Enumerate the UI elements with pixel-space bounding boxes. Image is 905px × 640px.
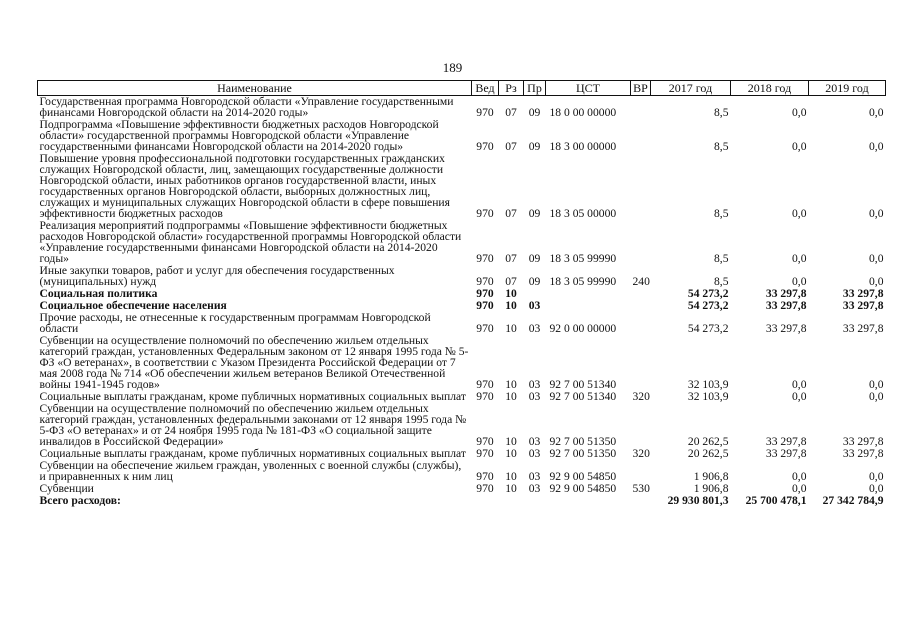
- budget-table: [37, 80, 886, 507]
- row-name: Повышение уровня профессиональной подготовки государственных гражданских служащих Новгородской области, лиц, замещающих государственные должности Новгородской области, иных работников органов государственной власти, иных государственных органов Новгородской области, выборных должностных лиц, служащих и муниципальных служащих Новгородской области в сфере повышения эффективности бюджетных расходов: [39, 152, 450, 220]
- row-pr: 03: [528, 322, 541, 335]
- row-2019: 0,0: [869, 275, 884, 288]
- header-name: Наименование: [38, 81, 472, 96]
- row-2017: 54 273,2: [687, 322, 729, 335]
- header-rz: Рз: [499, 81, 524, 96]
- row-name: Социальное обеспечение населения: [39, 299, 227, 312]
- row-2018: 33 297,8: [765, 435, 807, 448]
- row-vr: [631, 153, 651, 220]
- row-vr: 240: [632, 275, 650, 288]
- row-2017: 54 273,2: [687, 287, 729, 300]
- row-vr: [631, 312, 651, 335]
- row-2017: 8,5: [714, 275, 729, 288]
- table-row: [38, 153, 886, 220]
- row-rz: 10: [505, 435, 517, 448]
- row-vr: [631, 220, 651, 265]
- row-cst: 92 7 00 51350: [549, 447, 617, 460]
- row-2018: 0,0: [792, 390, 807, 403]
- row-2018: 0,0: [792, 275, 807, 288]
- row-ved: 970: [476, 275, 494, 288]
- row-cst: 18 3 05 00000: [549, 207, 617, 220]
- row-ved: 970: [476, 378, 494, 391]
- row-cst: [546, 300, 631, 312]
- row-2019: 0,0: [869, 140, 884, 153]
- row-cst: 92 7 00 51350: [549, 435, 617, 448]
- row-2017: 32 103,9: [687, 378, 729, 391]
- row-2018: 0,0: [792, 482, 807, 495]
- row-cst: 18 0 00 00000: [549, 106, 617, 119]
- row-2019: 0,0: [869, 207, 884, 220]
- row-ved: 970: [476, 252, 494, 265]
- row-vr: 530: [632, 482, 650, 495]
- row-2017: 8,5: [714, 106, 729, 119]
- table-row: [38, 335, 886, 391]
- row-vr: [631, 335, 651, 391]
- row-pr: 09: [528, 252, 541, 265]
- table-row: [38, 495, 886, 507]
- row-cst: 18 3 00 00000: [549, 140, 617, 153]
- row-rz: 10: [505, 470, 517, 483]
- row-cst: 92 9 00 54850: [549, 470, 617, 483]
- row-rz: 07: [505, 140, 517, 153]
- row-ved: 970: [476, 482, 494, 495]
- row-name: Социальные выплаты гражданам, кроме публичных нормативных социальных выплат: [39, 447, 466, 460]
- row-pr: 03: [528, 435, 541, 448]
- row-vr: [631, 300, 651, 312]
- table-header-row: [38, 81, 886, 96]
- row-name: Субвенции: [39, 482, 94, 495]
- row-vr: [631, 460, 651, 483]
- header-2019: 2019 год: [809, 81, 886, 96]
- row-pr: 03: [528, 299, 541, 312]
- row-name: Субвенции на обеспечение жильем граждан, уволенных с военной службы (службы), и приравненных к ним лиц: [39, 459, 462, 483]
- table-row: [38, 265, 886, 288]
- row-pr: 03: [528, 482, 541, 495]
- row-rz: [499, 495, 524, 507]
- header-pr: Пр: [524, 81, 546, 96]
- row-pr: 03: [528, 390, 541, 403]
- row-pr: 09: [528, 275, 541, 288]
- row-vr: [631, 119, 651, 153]
- row-ved: 970: [476, 435, 494, 448]
- header-cst: ЦСТ: [546, 81, 631, 96]
- row-2019: 0,0: [869, 470, 884, 483]
- row-cst: 92 7 00 51340: [549, 378, 617, 391]
- row-2018: 0,0: [792, 106, 807, 119]
- row-rz: 10: [505, 287, 517, 300]
- row-pr: 03: [528, 470, 541, 483]
- row-name: Иные закупки товаров, работ и услуг для обеспечения государственных (муниципальных) нужд: [39, 264, 395, 288]
- row-pr: [524, 495, 546, 507]
- row-cst: [546, 495, 631, 507]
- row-name: Государственная программа Новгородской области «Управление государственными финансами Новгородской области на 2014-2020 годы»: [39, 95, 454, 119]
- row-rz: 10: [505, 390, 517, 403]
- row-2017: 20 262,5: [687, 435, 729, 448]
- row-2019: 27 342 784,9: [822, 494, 884, 507]
- row-name: Социальная политика: [39, 287, 158, 300]
- row-2018: 33 297,8: [765, 322, 807, 335]
- row-cst: 18 3 05 99990: [549, 252, 617, 265]
- row-ved: 970: [476, 470, 494, 483]
- row-vr: 320: [632, 390, 650, 403]
- row-2018: 0,0: [792, 470, 807, 483]
- page-number: 189: [442, 60, 463, 75]
- table-row: [38, 312, 886, 335]
- row-ved: 970: [476, 140, 494, 153]
- row-2018: 0,0: [792, 207, 807, 220]
- row-2018: 33 297,8: [765, 447, 807, 460]
- row-2018: 0,0: [792, 378, 807, 391]
- row-rz: 10: [505, 447, 517, 460]
- row-name: Прочие расходы, не отнесенные к государственным программам Новгородской области: [39, 311, 431, 335]
- row-2019: 0,0: [869, 378, 884, 391]
- row-rz: 07: [505, 252, 517, 265]
- row-2017: 8,5: [714, 207, 729, 220]
- row-2019: 33 297,8: [842, 435, 884, 448]
- row-vr: [631, 96, 651, 120]
- row-2019: 0,0: [869, 252, 884, 265]
- row-pr: 03: [528, 447, 541, 460]
- row-vr: [631, 403, 651, 448]
- row-2017: 54 273,2: [687, 299, 729, 312]
- row-2018: 33 297,8: [765, 287, 807, 300]
- row-ved: 970: [476, 287, 494, 300]
- row-2018: 0,0: [792, 140, 807, 153]
- row-name: Социальные выплаты гражданам, кроме публичных нормативных социальных выплат: [39, 390, 466, 403]
- row-2019: 33 297,8: [842, 322, 884, 335]
- row-2017: 32 103,9: [687, 390, 729, 403]
- row-cst: 92 7 00 51340: [549, 390, 617, 403]
- row-2019: 0,0: [869, 482, 884, 495]
- row-ved: 970: [476, 207, 494, 220]
- row-pr: 09: [528, 140, 541, 153]
- row-ved: 970: [476, 390, 494, 403]
- row-2019: 0,0: [869, 390, 884, 403]
- header-ved: Вед: [472, 81, 499, 96]
- table-row: [38, 460, 886, 483]
- row-2019: 33 297,8: [842, 287, 884, 300]
- row-rz: 10: [505, 299, 517, 312]
- row-pr: 09: [528, 207, 541, 220]
- row-vr: [631, 288, 651, 300]
- table-row: [38, 96, 886, 120]
- header-2017: 2017 год: [651, 81, 731, 96]
- row-rz: 10: [505, 322, 517, 335]
- row-ved: 970: [476, 447, 494, 460]
- row-2017: 8,5: [714, 140, 729, 153]
- row-2018: 25 700 478,1: [745, 494, 807, 507]
- row-2017: 1 906,8: [693, 470, 729, 483]
- row-2018: 33 297,8: [765, 299, 807, 312]
- row-2019: 33 297,8: [842, 447, 884, 460]
- row-ved: 970: [476, 106, 494, 119]
- row-name: Всего расходов:: [39, 494, 121, 507]
- row-2017: 20 262,5: [687, 447, 729, 460]
- row-2017: 29 930 801,3: [667, 494, 729, 507]
- row-rz: 10: [505, 482, 517, 495]
- row-ved: 970: [476, 322, 494, 335]
- row-pr: 09: [528, 106, 541, 119]
- table-row: [38, 119, 886, 153]
- row-ved: [472, 495, 499, 507]
- row-name: Субвенции на осуществление полномочий по обеспечению жильем отдельных категорий граждан, установленных Федеральным законом от 12 января 1995 года № 5-ФЗ «О ветеранах», в соответствии с Указом Президента Российской Федерации от 7 мая 2008 года № 714 «Об обеспечении жильем ветеранов Великой Отечественной войны 1941-1945 годов»: [39, 334, 469, 391]
- row-2017: 8,5: [714, 252, 729, 265]
- table-row: [38, 220, 886, 265]
- row-2019: 0,0: [869, 106, 884, 119]
- header-vr: ВР: [631, 81, 651, 96]
- row-name: Субвенции на осуществление полномочий по обеспечению жильем отдельных категорий граждан, установленных федеральными законами от 12 января 1995 года № 5-ФЗ «О ветеранах» и от 24 ноября 1995 года № 181-ФЗ «О социальной защите инвалидов в Российской Федерации»: [39, 402, 467, 448]
- header-2018: 2018 год: [731, 81, 809, 96]
- row-rz: 10: [505, 378, 517, 391]
- row-cst: 18 3 05 99990: [549, 275, 617, 288]
- table-row: [38, 403, 886, 448]
- table-body: [38, 96, 886, 508]
- row-rz: 07: [505, 207, 517, 220]
- row-vr: 320: [632, 447, 650, 460]
- row-2018: 0,0: [792, 252, 807, 265]
- row-name: Реализация мероприятий подпрограммы «Повышение эффективности бюджетных расходов Новгородской области» государственной программы Новгородской области «Управление государственными финансами Новгородской области на 2014-2020 годы»: [39, 219, 462, 265]
- row-rz: 07: [505, 106, 517, 119]
- row-vr: [631, 495, 651, 507]
- row-cst: 92 0 00 00000: [549, 322, 617, 335]
- row-2017: 1 906,8: [693, 482, 729, 495]
- row-name: Подпрограмма «Повышение эффективности бюджетных расходов Новгородской области» государственной программы Новгородской области «Управление государственными финансами Новгородской области на 2014-2020 годы»: [39, 118, 439, 153]
- row-rz: 07: [505, 275, 517, 288]
- row-ved: 970: [476, 299, 494, 312]
- row-2019: 33 297,8: [842, 299, 884, 312]
- row-cst: [546, 288, 631, 300]
- row-cst: 92 9 00 54850: [549, 482, 617, 495]
- row-pr: 03: [528, 378, 541, 391]
